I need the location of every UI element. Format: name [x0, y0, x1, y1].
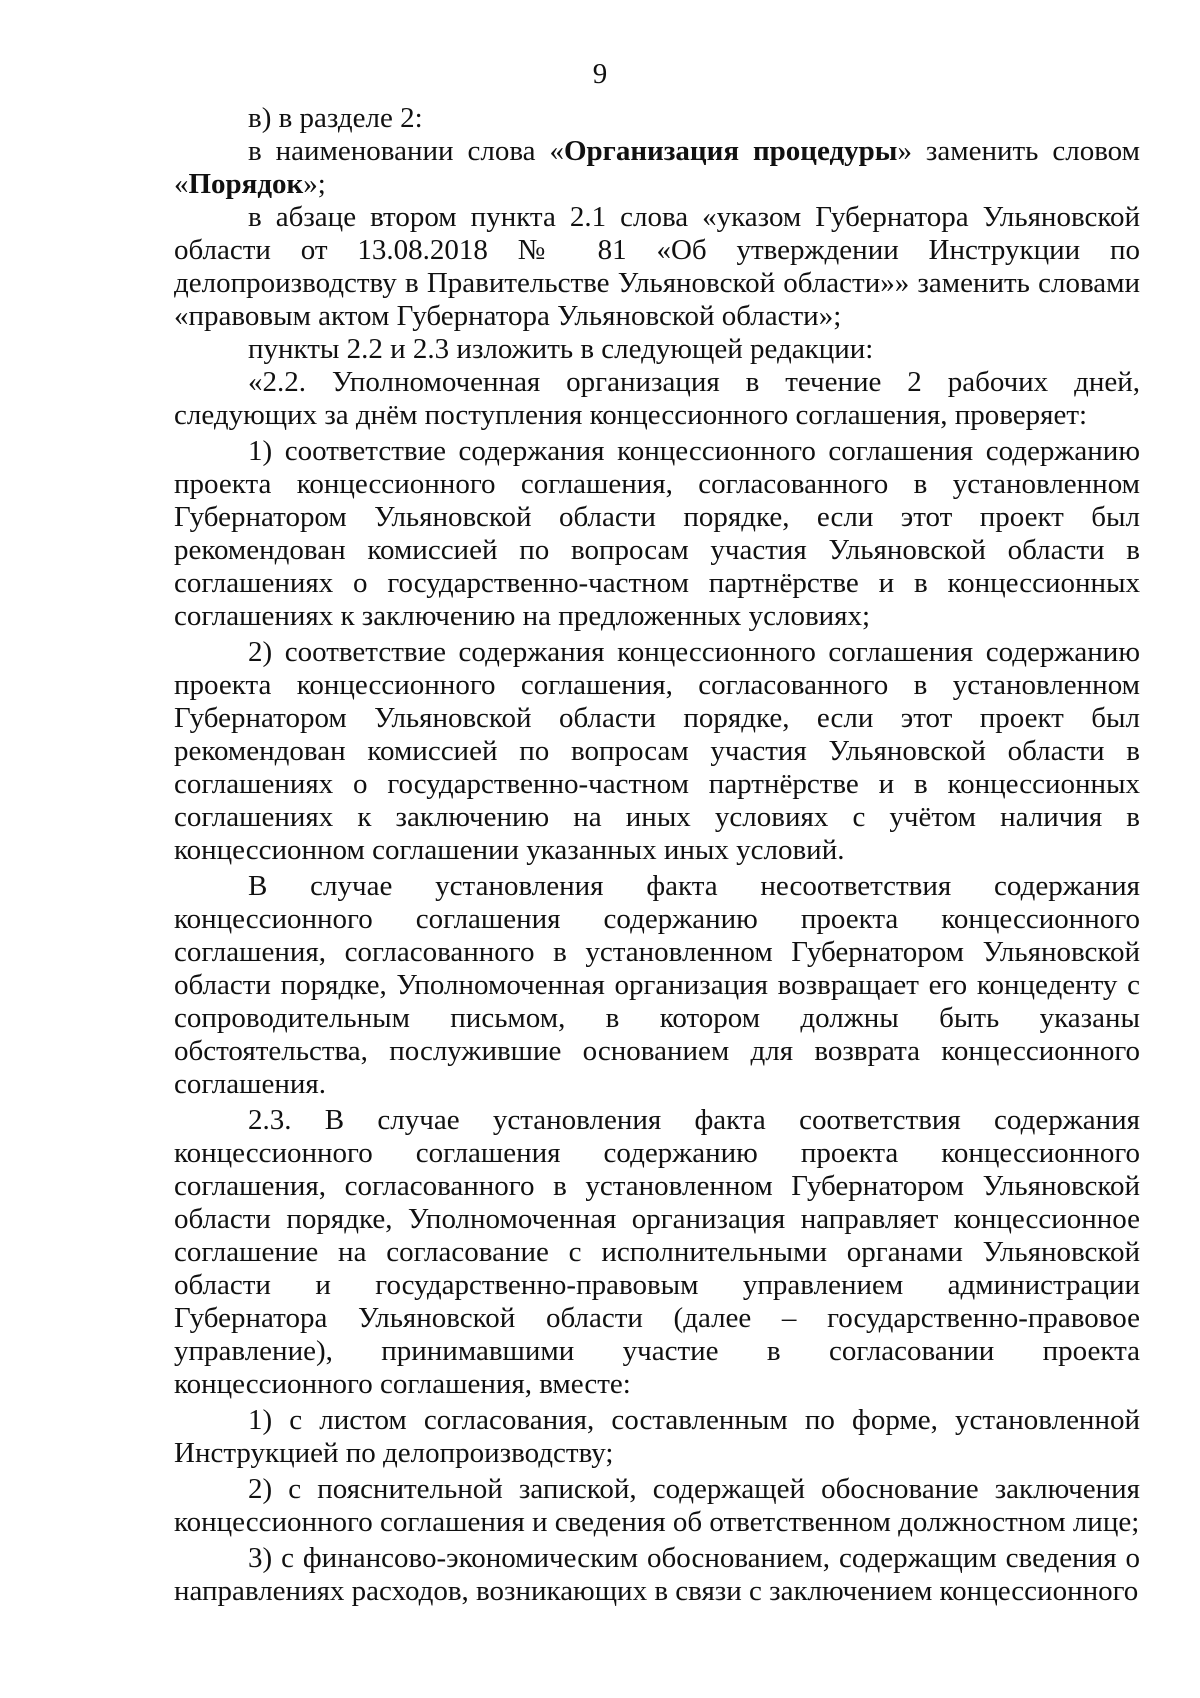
paragraph-subitem-2: 2) соответствие содержания концессионного соглашения содержанию проекта концессионного соглашения, согласованного в установленном Губернатором Ульяновской области порядке, если этот проект был рекомендован комиссией по вопросам участия Ульяновской области в соглашениях о государственно-частном партнёрстве и в концессионных соглашениях к заключению на иных условиях с учётом наличия в концессионном соглашении указанных иных условий.	[174, 636, 1140, 866]
paragraph-item-2-2: «2.2. Уполномоченная организация в течение 2 рабочих дней, следующих за днём поступления концессионного соглашения, проверяет:	[174, 366, 1140, 431]
bold-term-old: Организация процедуры	[563, 135, 898, 167]
paragraph-item-2-1: в абзаце втором пункта 2.1 слова «указом Губернатора Ульяновской области от 13.08.2018 № 81 «Об утверждении Инструкции по делопроизводству в Правительстве Ульяновской области»» заменить словами «правовым актом Губернатора Ульяновской области»;	[174, 201, 1140, 332]
paragraph-section-2: в) в разделе 2:	[248, 102, 423, 134]
text-fragment: в наименовании слова «	[248, 135, 564, 167]
paragraph-item-2-3: 2.3. В случае установления факта соответствия содержания концессионного соглашения содержанию проекта концессионного соглашения, согласованного в установленном Губернатором Ульяновской области порядке, Уполномоченная организация направляет концессионное соглашение на согласование с исполнительными органами Ульяновской области и государственно-правовым управлением администрации Губернатора Ульяновской области (далее – государственно-правовое управление), принимавшими участие в согласовании проекта концессионного соглашения, вместе:	[174, 1104, 1140, 1400]
page-number: 9	[592, 58, 608, 90]
paragraph-subitem-1: 1) соответствие содержания концессионного соглашения содержанию проекта концессионного соглашения, согласованного в установленном Губернатором Ульяновской области порядке, если этот проект был рекомендован комиссией по вопросам участия Ульяновской области в соглашениях о государственно-частном партнёрстве и в концессионных соглашениях к заключению на предложенных условиях;	[174, 435, 1140, 632]
document-body	[174, 102, 1140, 1608]
paragraph-attachment-1: 1) с листом согласования, составленным по форме, установленной Инструкцией по делопроизводству;	[174, 1404, 1140, 1469]
bold-term-new: Порядок	[188, 168, 304, 200]
paragraph-title-replacement	[174, 135, 1140, 201]
text-fragment: » заменить словом «	[174, 135, 1140, 200]
paragraph-attachment-3: 3) с финансово-экономическим обоснованием, содержащим сведения о направлениях расходов, возникающих в связи с заключением концессионного	[174, 1542, 1140, 1607]
paragraph-return-case: В случае установления факта несоответствия содержания концессионного соглашения содержанию проекта концессионного соглашения, согласованного в установленном Губернатором Ульяновской области порядке, Уполномоченная организация возвращает его концеденту с сопроводительным письмом, в котором должны быть указаны обстоятельства, послужившие основанием для возврата концессионного соглашения.	[174, 870, 1140, 1100]
paragraph-attachment-2: 2) с пояснительной запиской, содержащей обоснование заключения концессионного соглашения и сведения об ответственном должностном лице;	[174, 1473, 1140, 1538]
text-fragment: »;	[303, 168, 326, 200]
paragraph-items-intro: пункты 2.2 и 2.3 изложить в следующей редакции:	[248, 333, 874, 365]
